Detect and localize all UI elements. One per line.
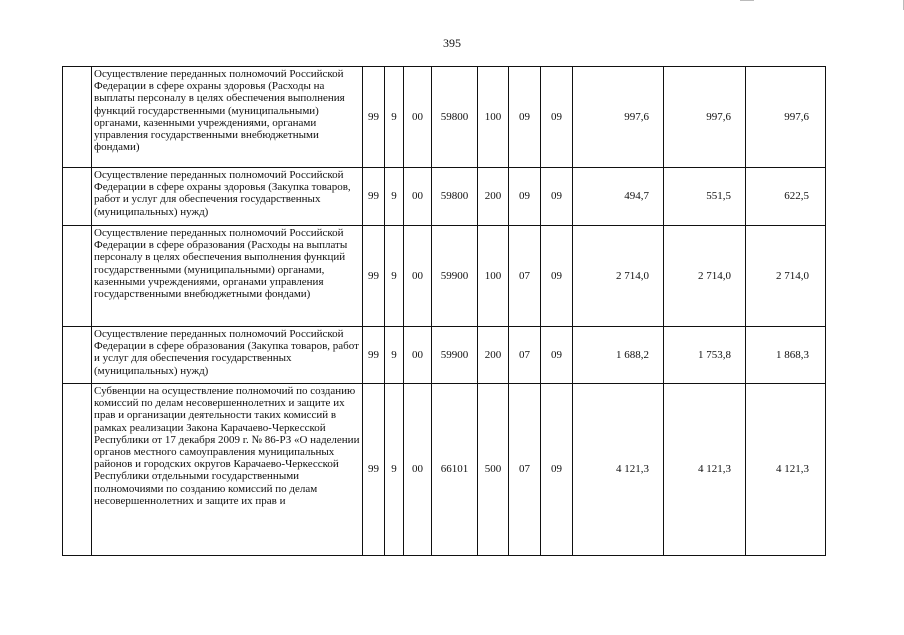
row-number-cell xyxy=(63,226,92,327)
row-number-cell xyxy=(63,67,92,168)
code-cell: 99 xyxy=(363,384,385,556)
amount-year2-cell: 997,6 xyxy=(664,67,746,168)
code-cell: 99 xyxy=(363,327,385,384)
table-row xyxy=(63,168,826,226)
code-cell: 00 xyxy=(404,327,432,384)
code-cell: 00 xyxy=(404,226,432,327)
code-cell: 9 xyxy=(385,67,404,168)
expense-type-cell: 200 xyxy=(478,327,509,384)
subsection-cell: 09 xyxy=(541,327,573,384)
amount-year3-cell: 2 714,0 xyxy=(746,226,826,327)
scan-edge-mark xyxy=(740,0,754,1)
description-cell xyxy=(92,67,363,168)
table-row xyxy=(63,226,826,327)
table-row xyxy=(63,384,826,556)
amount-year3-cell: 997,6 xyxy=(746,67,826,168)
description-cell xyxy=(92,384,363,556)
budget-table xyxy=(62,66,826,556)
code-cell: 9 xyxy=(385,384,404,556)
description-text: Субвенции на осуществление полномочий по созданию комиссий по делам несовершеннолетних и защите их прав и организации деятельности таких комиссий в рамках реализации Закона Карачаево-Черкесской Республики от 17 декабря 2009 г. № 86-РЗ «О наделении органов местного самоуправления муниципальных районов и городских округов Карачаево-Черкесской Республики отдельными государственными полномочиями по созданию комиссий по делам несовершеннолетних и защите их прав и xyxy=(94,385,360,507)
code-cell: 99 xyxy=(363,67,385,168)
code-cell: 59800 xyxy=(432,67,478,168)
expense-type-cell: 200 xyxy=(478,168,509,226)
section-cell: 09 xyxy=(509,168,541,226)
description-text: Осуществление переданных полномочий Российской Федерации в сфере образования (Расходы на выплаты персоналу в целях обеспечения выполнения функций государственными (муниципальными) органами, казенными учреждениями, органами управления государственными внебюджетными фондами) xyxy=(94,227,348,301)
code-cell: 9 xyxy=(385,226,404,327)
code-cell: 00 xyxy=(404,384,432,556)
description-text: Осуществление переданных полномочий Российской Федерации в сфере охраны здоровья (Закупка товаров, работ и услуг для обеспечения государственных (муниципальных) нужд) xyxy=(94,169,351,218)
subsection-cell: 09 xyxy=(541,226,573,327)
code-cell: 99 xyxy=(363,168,385,226)
section-cell: 07 xyxy=(509,327,541,384)
amount-year3-cell: 4 121,3 xyxy=(746,384,826,556)
amount-year2-cell: 4 121,3 xyxy=(664,384,746,556)
amount-year2-cell: 1 753,8 xyxy=(664,327,746,384)
amount-year1-cell: 2 714,0 xyxy=(573,226,664,327)
expense-type-cell: 500 xyxy=(478,384,509,556)
section-cell: 09 xyxy=(509,67,541,168)
subsection-cell: 09 xyxy=(541,67,573,168)
code-cell: 59800 xyxy=(432,168,478,226)
code-cell: 00 xyxy=(404,168,432,226)
amount-year3-cell: 622,5 xyxy=(746,168,826,226)
description-cell xyxy=(92,327,363,384)
description-cell xyxy=(92,168,363,226)
code-cell: 9 xyxy=(385,327,404,384)
amount-year2-cell: 551,5 xyxy=(664,168,746,226)
section-cell: 07 xyxy=(509,384,541,556)
page-number: 395 xyxy=(443,36,461,50)
section-cell: 07 xyxy=(509,226,541,327)
expense-type-cell: 100 xyxy=(478,67,509,168)
amount-year2-cell: 2 714,0 xyxy=(664,226,746,327)
description-cell xyxy=(92,226,363,327)
code-cell: 9 xyxy=(385,168,404,226)
table-row xyxy=(63,67,826,168)
code-cell: 59900 xyxy=(432,327,478,384)
description-text: Осуществление переданных полномочий Российской Федерации в сфере образования (Закупка товаров, работ и услуг для обеспечения государственных (муниципальных) нужд) xyxy=(94,328,359,377)
amount-year1-cell: 1 688,2 xyxy=(573,327,664,384)
subsection-cell: 09 xyxy=(541,384,573,556)
code-cell: 66101 xyxy=(432,384,478,556)
code-cell: 00 xyxy=(404,67,432,168)
subsection-cell: 09 xyxy=(541,168,573,226)
row-number-cell xyxy=(63,384,92,556)
amount-year3-cell: 1 868,3 xyxy=(746,327,826,384)
code-cell: 99 xyxy=(363,226,385,327)
row-number-cell xyxy=(63,168,92,226)
amount-year1-cell: 494,7 xyxy=(573,168,664,226)
description-text: Осуществление переданных полномочий Российской Федерации в сфере охраны здоровья (Расходы на выплаты персоналу в целях обеспечения выполнения функций государственными (муниципальными) органами, казенными учреждениями, органами управления государственными внебюджетными фондами) xyxy=(94,68,345,154)
code-cell: 59900 xyxy=(432,226,478,327)
expense-type-cell: 100 xyxy=(478,226,509,327)
amount-year1-cell: 997,6 xyxy=(573,67,664,168)
amount-year1-cell: 4 121,3 xyxy=(573,384,664,556)
row-number-cell xyxy=(63,327,92,384)
table-row xyxy=(63,327,826,384)
